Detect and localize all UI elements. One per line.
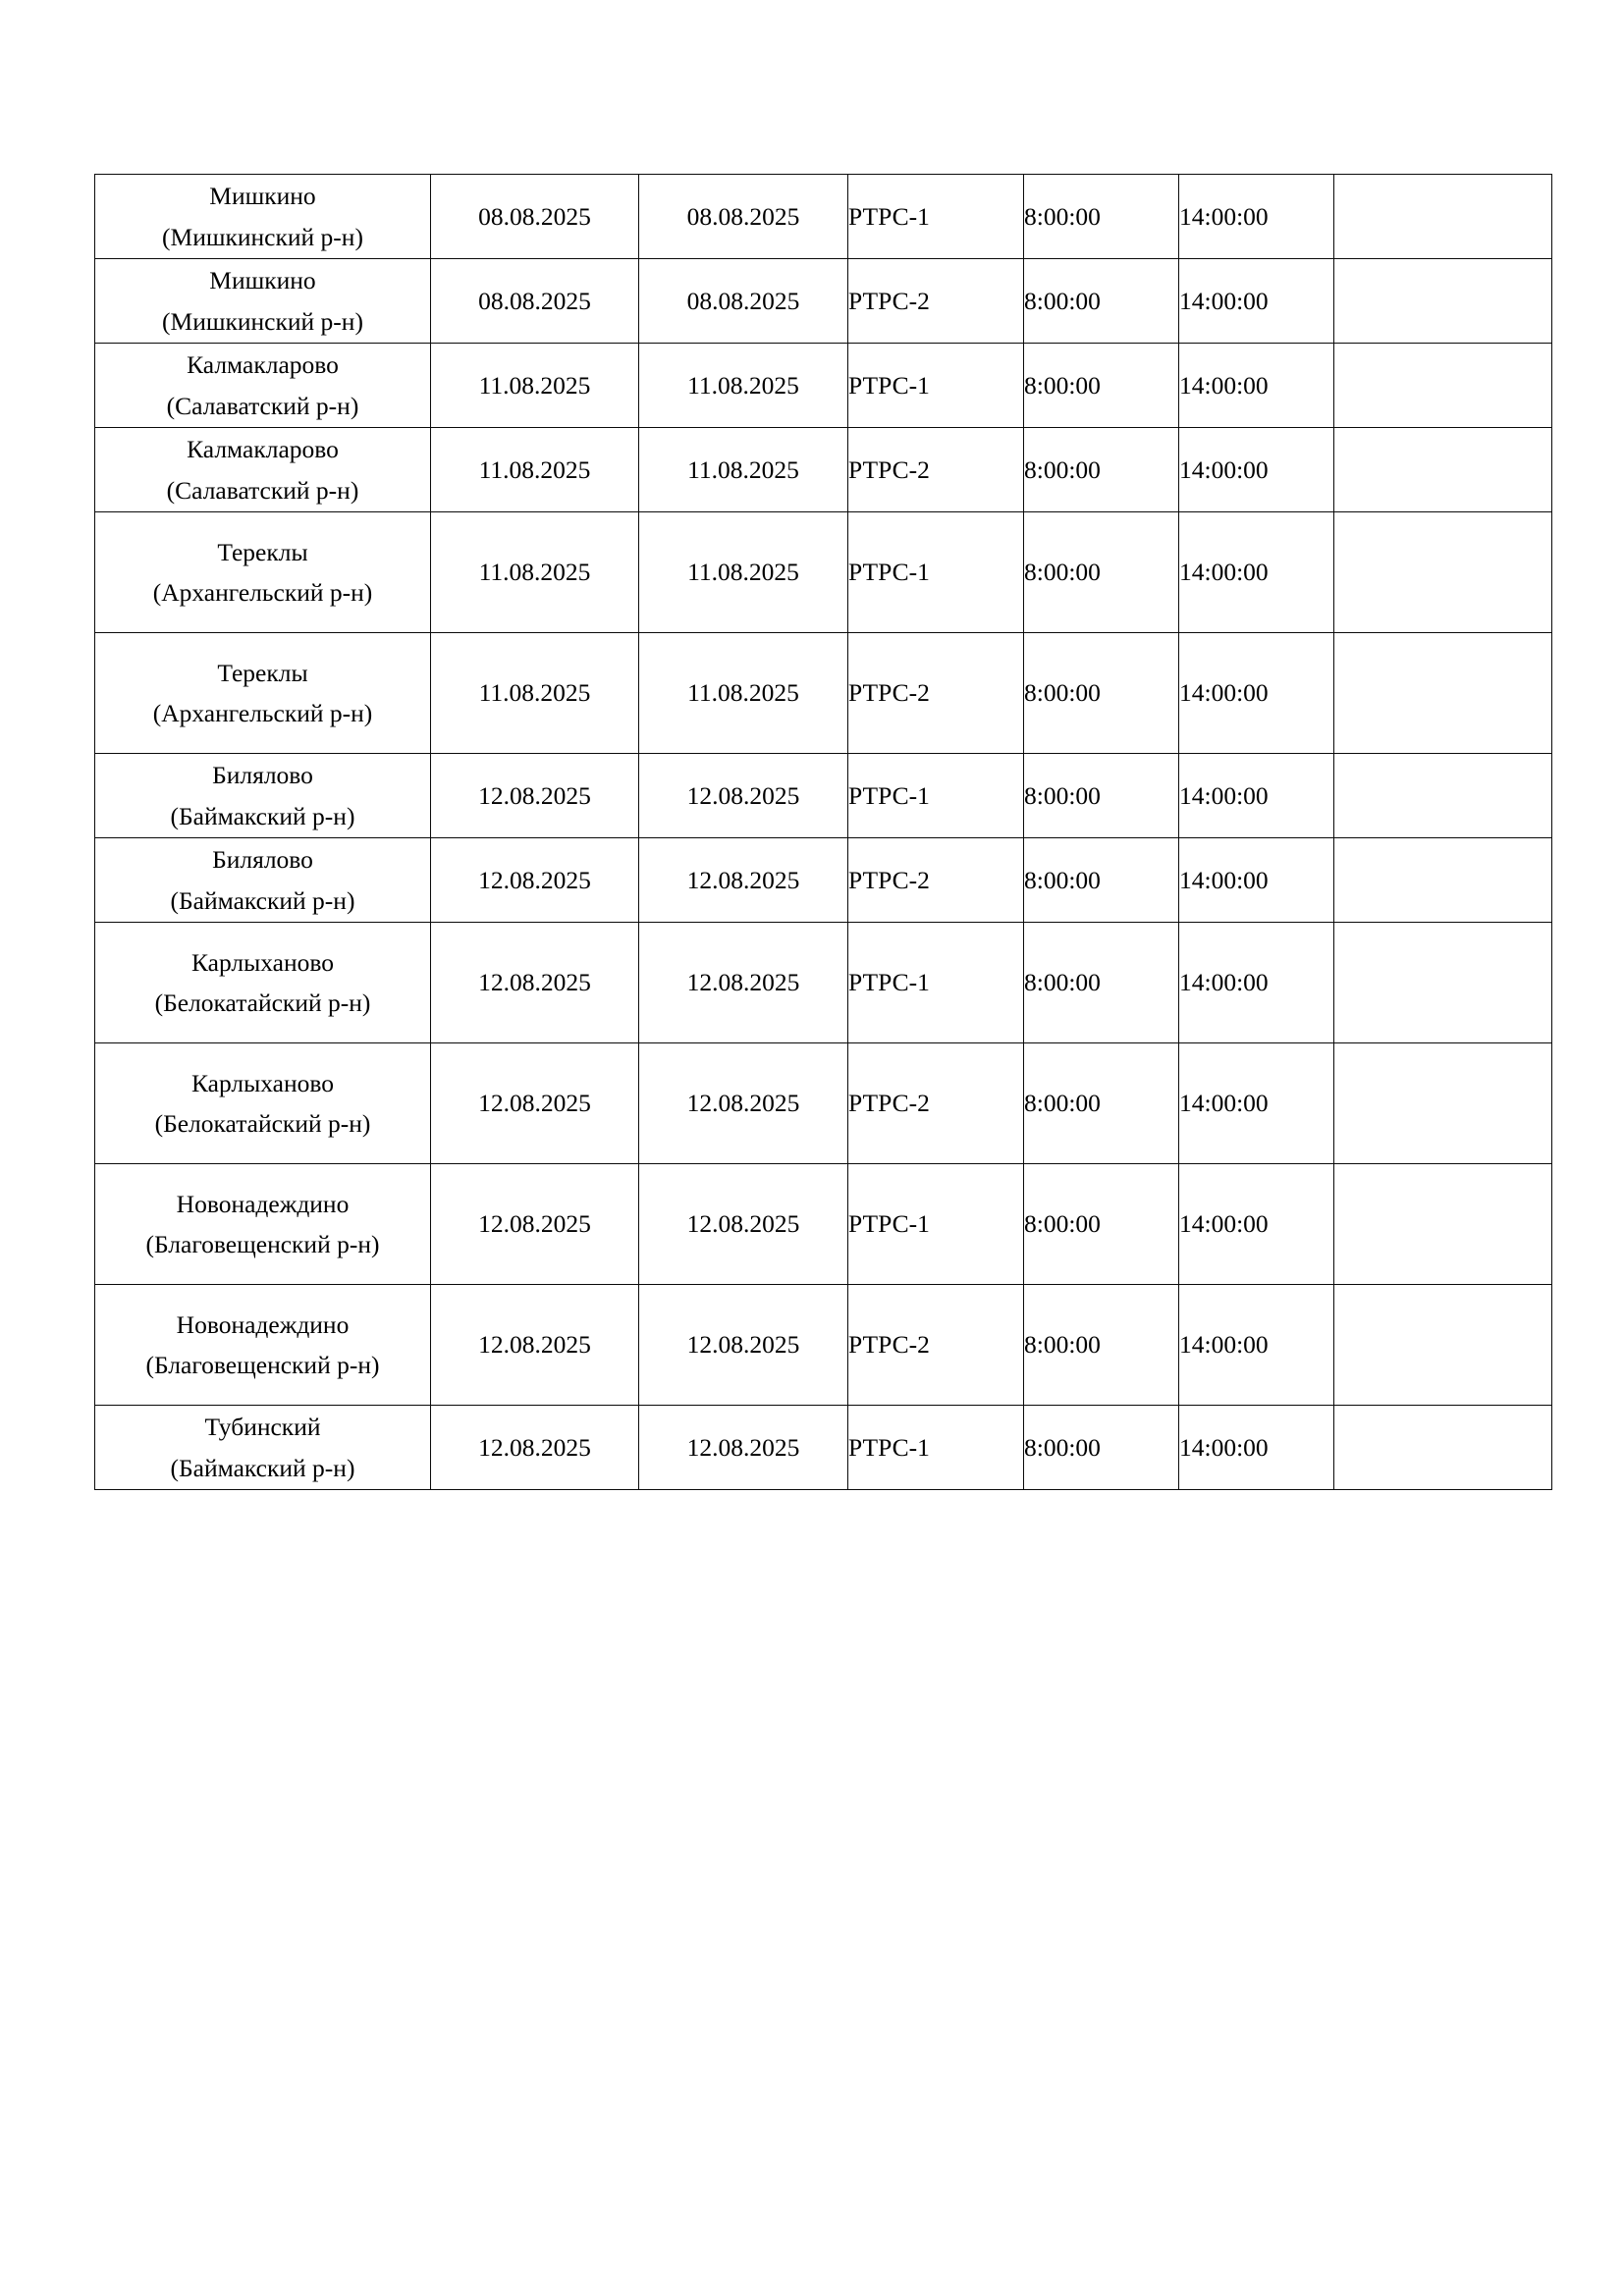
cell-time-from: 8:00:00 [1024,754,1179,838]
cell-time-to: 14:00:00 [1179,1164,1334,1285]
location-name: Карлыханово [190,947,334,977]
cell-network: РТРС-1 [848,512,1024,633]
cell-network: РТРС-2 [848,838,1024,923]
location-district: (Баймакский р-н) [170,1453,355,1482]
cell-time-to: 14:00:00 [1179,428,1334,512]
cell-note [1334,1285,1552,1406]
cell-network: РТРС-1 [848,344,1024,428]
cell-date-to: 12.08.2025 [639,754,848,838]
location-name: Билялово [212,761,313,790]
cell-time-from: 8:00:00 [1024,175,1179,259]
cell-time-from: 8:00:00 [1024,259,1179,344]
cell-location [95,512,431,633]
location-name: Карлыханово [190,1068,334,1097]
cell-time-from: 8:00:00 [1024,344,1179,428]
cell-location [95,428,431,512]
cell-date-from: 12.08.2025 [431,1043,639,1164]
table-row [95,923,1552,1043]
cell-date-from: 12.08.2025 [431,838,639,923]
cell-note [1334,428,1552,512]
cell-time-to: 14:00:00 [1179,754,1334,838]
cell-location [95,754,431,838]
cell-note [1334,838,1552,923]
cell-date-from: 08.08.2025 [431,175,639,259]
cell-date-to: 12.08.2025 [639,923,848,1043]
location-district: (Мишкинский р-н) [162,222,363,251]
cell-time-to: 14:00:00 [1179,1043,1334,1164]
location-name: Мишкино [209,266,316,295]
cell-time-from: 8:00:00 [1024,633,1179,754]
cell-note [1334,175,1552,259]
location-name: Калмакларово [187,350,339,380]
location-name: Новонадеждино [176,1189,350,1218]
location-district: (Салаватский р-н) [166,475,359,505]
cell-location [95,838,431,923]
cell-time-to: 14:00:00 [1179,633,1334,754]
cell-location [95,344,431,428]
cell-location [95,1164,431,1285]
table-row [95,175,1552,259]
cell-time-to: 14:00:00 [1179,512,1334,633]
cell-note [1334,633,1552,754]
table-row [95,633,1552,754]
cell-date-to: 12.08.2025 [639,838,848,923]
location-district: (Салаватский р-н) [166,391,359,420]
cell-date-from: 11.08.2025 [431,428,639,512]
cell-note [1334,259,1552,344]
table-row [95,344,1552,428]
location-district: (Благовещенский р-н) [145,1230,380,1258]
table-row [95,754,1552,838]
cell-location [95,923,431,1043]
location-district: (Баймакский р-н) [170,801,355,830]
cell-time-from: 8:00:00 [1024,1164,1179,1285]
location-name: Билялово [212,845,313,875]
location-name: Новонадеждино [176,1309,350,1339]
cell-location [95,259,431,344]
table-row [95,838,1552,923]
cell-note [1334,1043,1552,1164]
cell-network: РТРС-2 [848,1285,1024,1406]
cell-network: РТРС-1 [848,1164,1024,1285]
cell-date-to: 08.08.2025 [639,175,848,259]
cell-note [1334,1164,1552,1285]
location-district: (Благовещенский р-н) [145,1351,380,1379]
table-row [95,1406,1552,1490]
cell-time-from: 8:00:00 [1024,923,1179,1043]
cell-note [1334,1406,1552,1490]
cell-network: РТРС-1 [848,175,1024,259]
location-district: (Архангельский р-н) [152,578,373,607]
table-row [95,512,1552,633]
location-name: Мишкино [209,182,316,211]
cell-date-to: 08.08.2025 [639,259,848,344]
cell-date-to: 11.08.2025 [639,633,848,754]
cell-location [95,1406,431,1490]
location-district: (Мишкинский р-н) [162,306,363,336]
cell-date-from: 08.08.2025 [431,259,639,344]
location-name: Тереклы [217,537,308,566]
cell-date-from: 12.08.2025 [431,1406,639,1490]
cell-note [1334,754,1552,838]
location-district: (Белокатайский р-н) [154,1109,371,1138]
table-row [95,1285,1552,1406]
cell-location [95,175,431,259]
table-row [95,428,1552,512]
cell-time-from: 8:00:00 [1024,428,1179,512]
cell-date-to: 12.08.2025 [639,1043,848,1164]
cell-date-from: 12.08.2025 [431,1164,639,1285]
location-district: (Белокатайский р-н) [154,988,371,1017]
cell-time-from: 8:00:00 [1024,1406,1179,1490]
cell-date-to: 12.08.2025 [639,1285,848,1406]
cell-network: РТРС-2 [848,428,1024,512]
cell-time-to: 14:00:00 [1179,1285,1334,1406]
cell-time-to: 14:00:00 [1179,259,1334,344]
cell-location [95,1043,431,1164]
cell-date-from: 11.08.2025 [431,344,639,428]
cell-time-to: 14:00:00 [1179,838,1334,923]
cell-date-from: 12.08.2025 [431,923,639,1043]
cell-network: РТРС-2 [848,259,1024,344]
location-name: Тереклы [217,658,308,687]
cell-time-from: 8:00:00 [1024,512,1179,633]
location-district: (Архангельский р-н) [152,699,373,727]
cell-network: РТРС-1 [848,923,1024,1043]
cell-date-to: 11.08.2025 [639,344,848,428]
cell-time-from: 8:00:00 [1024,1285,1179,1406]
cell-note [1334,923,1552,1043]
cell-network: РТРС-1 [848,754,1024,838]
cell-location [95,1285,431,1406]
cell-date-from: 12.08.2025 [431,1285,639,1406]
cell-time-to: 14:00:00 [1179,175,1334,259]
location-district: (Баймакский р-н) [170,885,355,915]
cell-location [95,633,431,754]
cell-note [1334,512,1552,633]
table-row [95,1164,1552,1285]
cell-date-from: 12.08.2025 [431,754,639,838]
cell-time-from: 8:00:00 [1024,1043,1179,1164]
cell-network: РТРС-2 [848,633,1024,754]
cell-note [1334,344,1552,428]
cell-time-to: 14:00:00 [1179,344,1334,428]
cell-date-from: 11.08.2025 [431,512,639,633]
broadcast-outage-schedule-table [94,174,1552,1490]
cell-time-from: 8:00:00 [1024,838,1179,923]
cell-date-to: 11.08.2025 [639,512,848,633]
cell-time-to: 14:00:00 [1179,1406,1334,1490]
table-row [95,259,1552,344]
cell-date-to: 11.08.2025 [639,428,848,512]
cell-network: РТРС-2 [848,1043,1024,1164]
location-name: Тубинский [204,1413,321,1442]
cell-network: РТРС-1 [848,1406,1024,1490]
cell-date-to: 12.08.2025 [639,1164,848,1285]
cell-time-to: 14:00:00 [1179,923,1334,1043]
cell-date-from: 11.08.2025 [431,633,639,754]
schedule-table-body [95,175,1552,1490]
location-name: Калмакларово [187,435,339,464]
table-row [95,1043,1552,1164]
cell-date-to: 12.08.2025 [639,1406,848,1490]
